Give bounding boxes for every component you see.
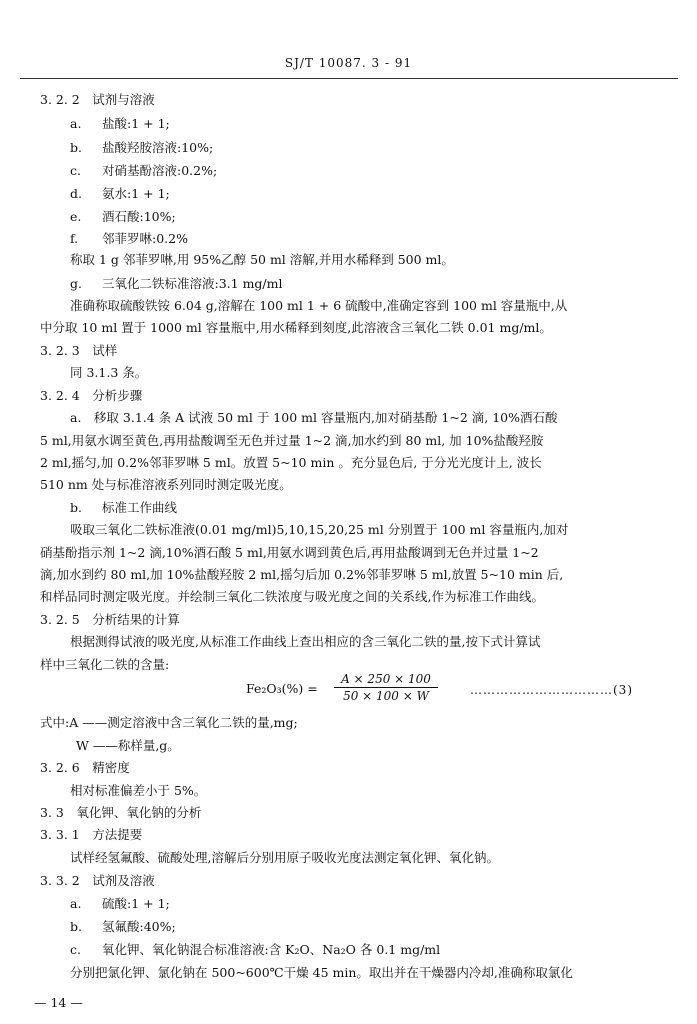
page-number: — 14 — (34, 995, 83, 1010)
list-item: 盐酸:1 + 1; (102, 116, 170, 131)
paragraph-line: 中分取 10 ml 置于 1000 ml 容量瓶中,用水稀释到刻度,此溶液含三氧化二铁 0.01 mg/ml。 (40, 320, 552, 335)
section-heading: 3. 2. 2 试剂与溶液 (40, 92, 155, 107)
list-marker: a. (70, 896, 82, 911)
paragraph-line: 吸取三氧化二铁标准液(0.01 mg/ml)5,10,15,20,25 ml 分别置于 100 ml 容量瓶内,加对 (70, 522, 569, 537)
paragraph-line: 和样品同时测定吸光度。并绘制三氧化二铁浓度与吸光度之间的关系线,作为标准工作曲线。 (40, 589, 544, 604)
list-marker: g. (70, 276, 82, 291)
list-marker: c. (70, 942, 81, 957)
section-heading: 3. 2. 5 分析结果的计算 (40, 612, 180, 627)
list-marker: b. (70, 140, 82, 155)
section-heading: 3. 3. 1 方法提要 (40, 827, 143, 842)
paragraph-line: a. 移取 3.1.4 条 A 试液 50 ml 于 100 ml 容量瓶内,加对硝基酚 1~2 滴, 10%酒石酸 (70, 410, 558, 425)
paragraph-line: 分别把氯化钾、氯化钠在 500~600℃干燥 45 min。取出并在干燥器内冷却,准确称取氯化 (70, 965, 573, 980)
header-rule (20, 78, 678, 79)
paragraph-line: 硝基酚指示剂 1~2 滴,10%酒石酸 5 ml,用氨水调到黄色后,再用盐酸调到无色并过量 1~2 (40, 545, 539, 560)
list-marker: e. (70, 209, 82, 224)
paragraph-line: 样中三氧化二铁的含量: (40, 657, 170, 672)
list-item: 标准工作曲线 (102, 500, 178, 515)
paragraph-line: 510 nm 处与标准溶液系列同时测定吸光度。 (40, 477, 292, 492)
paragraph-line: 准确称取硫酸铁铵 6.04 g,溶解在 100 ml 1 + 6 硫酸中,准确定容到 100 ml 容量瓶中,从 (70, 298, 568, 313)
section-heading: 3. 3. 2 试剂及溶液 (40, 873, 155, 888)
variable-definition: W ——称样量,g。 (76, 738, 180, 753)
list-marker: a. (70, 116, 82, 131)
paragraph-line: 相对标准偏差小于 5%。 (70, 783, 207, 798)
list-marker: c. (70, 163, 81, 178)
paragraph-line: 根据测得试液的吸光度,从标准工作曲线上查出相应的含三氧化二铁的量,按下式计算试 (70, 634, 541, 649)
list-marker: b. (70, 919, 82, 934)
standard-code-header: SJ/T 10087. 3 - 91 (284, 56, 413, 70)
variable-definition: 式中:A ——测定溶液中含三氧化二铁的量,mg; (40, 715, 298, 730)
list-marker: b. (70, 500, 82, 515)
formula-denominator: 50 × 100 × W (343, 689, 429, 703)
paragraph-line: 同 3.1.3 条。 (70, 365, 148, 380)
list-item: 盐酸羟胺溶液:10%; (102, 140, 214, 155)
paragraph-line: 滴,加水到约 80 ml,加 10%盐酸羟胺 2 ml,摇匀后加 0.2%邻菲罗啉 5 ml,放置 5~10 min 后, (40, 567, 564, 582)
section-heading: 3. 2. 4 分析步骤 (40, 388, 143, 403)
section-heading: 3. 2. 6 精密度 (40, 760, 130, 775)
list-item: 酒石酸:10%; (102, 209, 176, 224)
paragraph-line: 5 ml,用氨水调至黄色,再用盐酸调至无色并过量 1~2 滴,加水约到 80 ml, 加 10%盐酸羟胺 (40, 433, 544, 448)
equation-number: ……………………………(3) (470, 683, 633, 697)
list-item: 邻菲罗啉:0.2% (102, 231, 188, 246)
formula-lhs: Fe₂O₃(%) = (246, 681, 318, 696)
list-item: 三氧化二铁标准溶液:3.1 mg/ml (102, 276, 283, 291)
paragraph-line: 2 ml,摇匀,加 0.2%邻菲罗啉 5 ml。放置 5~10 min 。充分显色后, 于分光光度计上, 波长 (40, 455, 542, 470)
list-item: 硫酸:1 + 1; (102, 896, 170, 911)
list-item: 氢氟酸:40%; (102, 919, 176, 934)
formula-fraction (334, 672, 438, 703)
list-item: 氧化钾、氧化钠混合标准溶液:含 K₂O、Na₂O 各 0.1 mg/ml (102, 942, 441, 957)
section-heading: 3. 2. 3 试样 (40, 343, 118, 358)
paragraph-line: 称取 1 g 邻菲罗啉,用 95%乙醇 50 ml 溶解,并用水稀释到 500 ml。 (70, 252, 454, 267)
formula-numerator: A × 250 × 100 (334, 672, 438, 688)
list-item: 对硝基酚溶液:0.2%; (102, 163, 218, 178)
paragraph-line: 试样经氢氟酸、硫酸处理,溶解后分别用原子吸收光度法测定氧化钾、氧化钠。 (70, 850, 499, 865)
list-item: 氨水:1 + 1; (102, 186, 170, 201)
list-marker: d. (70, 186, 82, 201)
list-marker: f. (70, 231, 79, 246)
section-heading: 3. 3 氧化钾、氧化钠的分析 (40, 805, 202, 820)
